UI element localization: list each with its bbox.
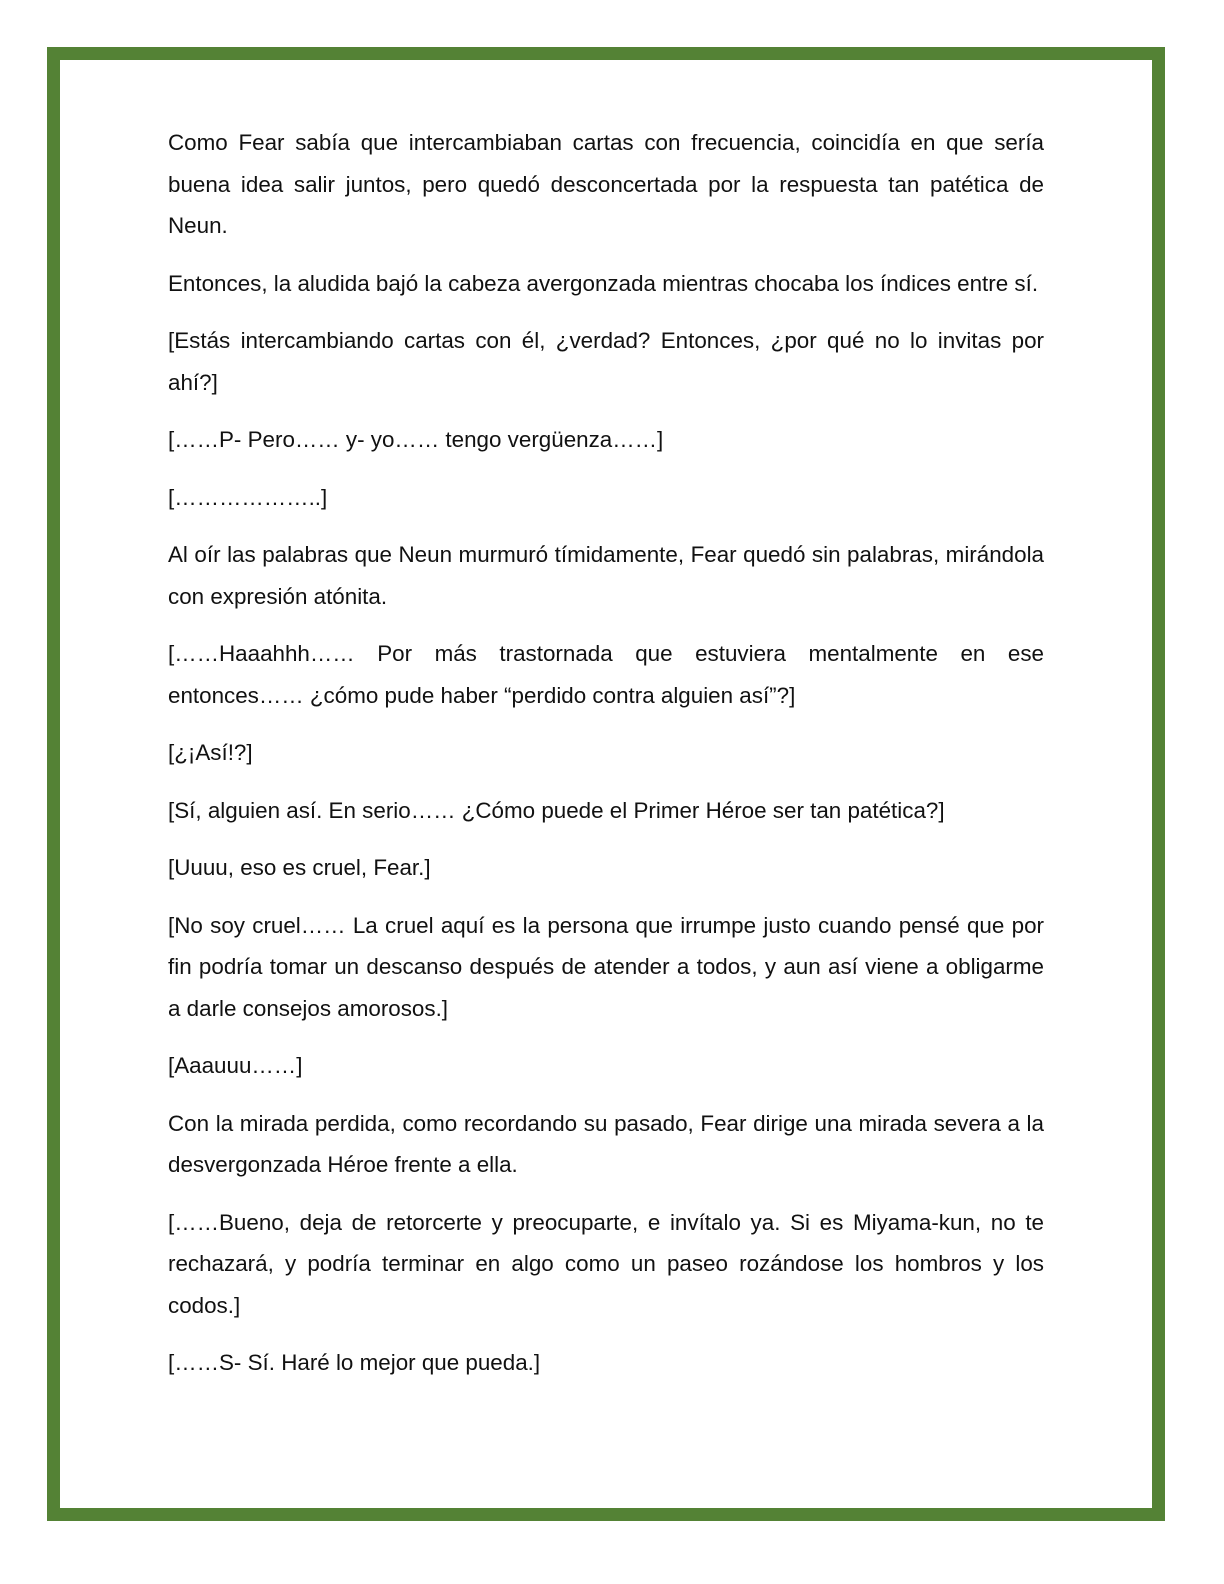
paragraph: [No soy cruel…… La cruel aquí es la persona que irrumpe justo cuando pensé que por fin podría tomar un descanso después de atender a todos, y aun así viene a obligarme a darle consejos amorosos.]	[168, 912, 1044, 1021]
paragraph: [Estás intercambiando cartas con él, ¿verdad? Entonces, ¿por qué no lo invitas por ahí?]	[168, 328, 1044, 395]
paragraph: Al oír las palabras que Neun murmuró tímidamente, Fear quedó sin palabras, mirándola con expresión atónita.	[168, 542, 1044, 609]
paragraph: [Aaauuu……]	[168, 1053, 303, 1078]
paragraph: Como Fear sabía que intercambiaban cartas con frecuencia, coincidía en que sería buena idea salir juntos, pero quedó desconcertada por la respuesta tan patética de Neun.	[168, 130, 1044, 238]
paragraph: [Uuuu, eso es cruel, Fear.]	[168, 855, 431, 880]
paragraph: [……Haaahhh…… Por más trastornada que estuviera mentalmente en ese entonces…… ¿cómo pude haber “perdido contra alguien así”?]	[168, 641, 1044, 708]
paragraph: [……S- Sí. Haré lo mejor que pueda.]	[168, 1350, 541, 1375]
paragraph: [¿¡Así!?]	[168, 740, 253, 765]
paragraph: [Sí, alguien así. En serio…… ¿Cómo puede el Primer Héroe ser tan patética?]	[168, 797, 945, 823]
story-text	[168, 122, 1044, 1400]
paragraph: Entonces, la aludida bajó la cabeza avergonzada mientras chocaba los índices entre sí.	[168, 270, 1039, 296]
paragraph: [………………..]	[168, 484, 328, 510]
paragraph: [……P- Pero…… y- yo…… tengo vergüenza……]	[168, 427, 664, 452]
paragraph: Con la mirada perdida, como recordando su pasado, Fear dirige una mirada severa a la desvergonzada Héroe frente a ella.	[168, 1110, 1044, 1177]
page-border	[47, 47, 1165, 1521]
paragraph: [……Bueno, deja de retorcerte y preocuparte, e invítalo ya. Si es Miyama-kun, no te rechazará, y podría terminar en algo como un paseo rozándose los hombros y los codos.]	[168, 1209, 1044, 1318]
